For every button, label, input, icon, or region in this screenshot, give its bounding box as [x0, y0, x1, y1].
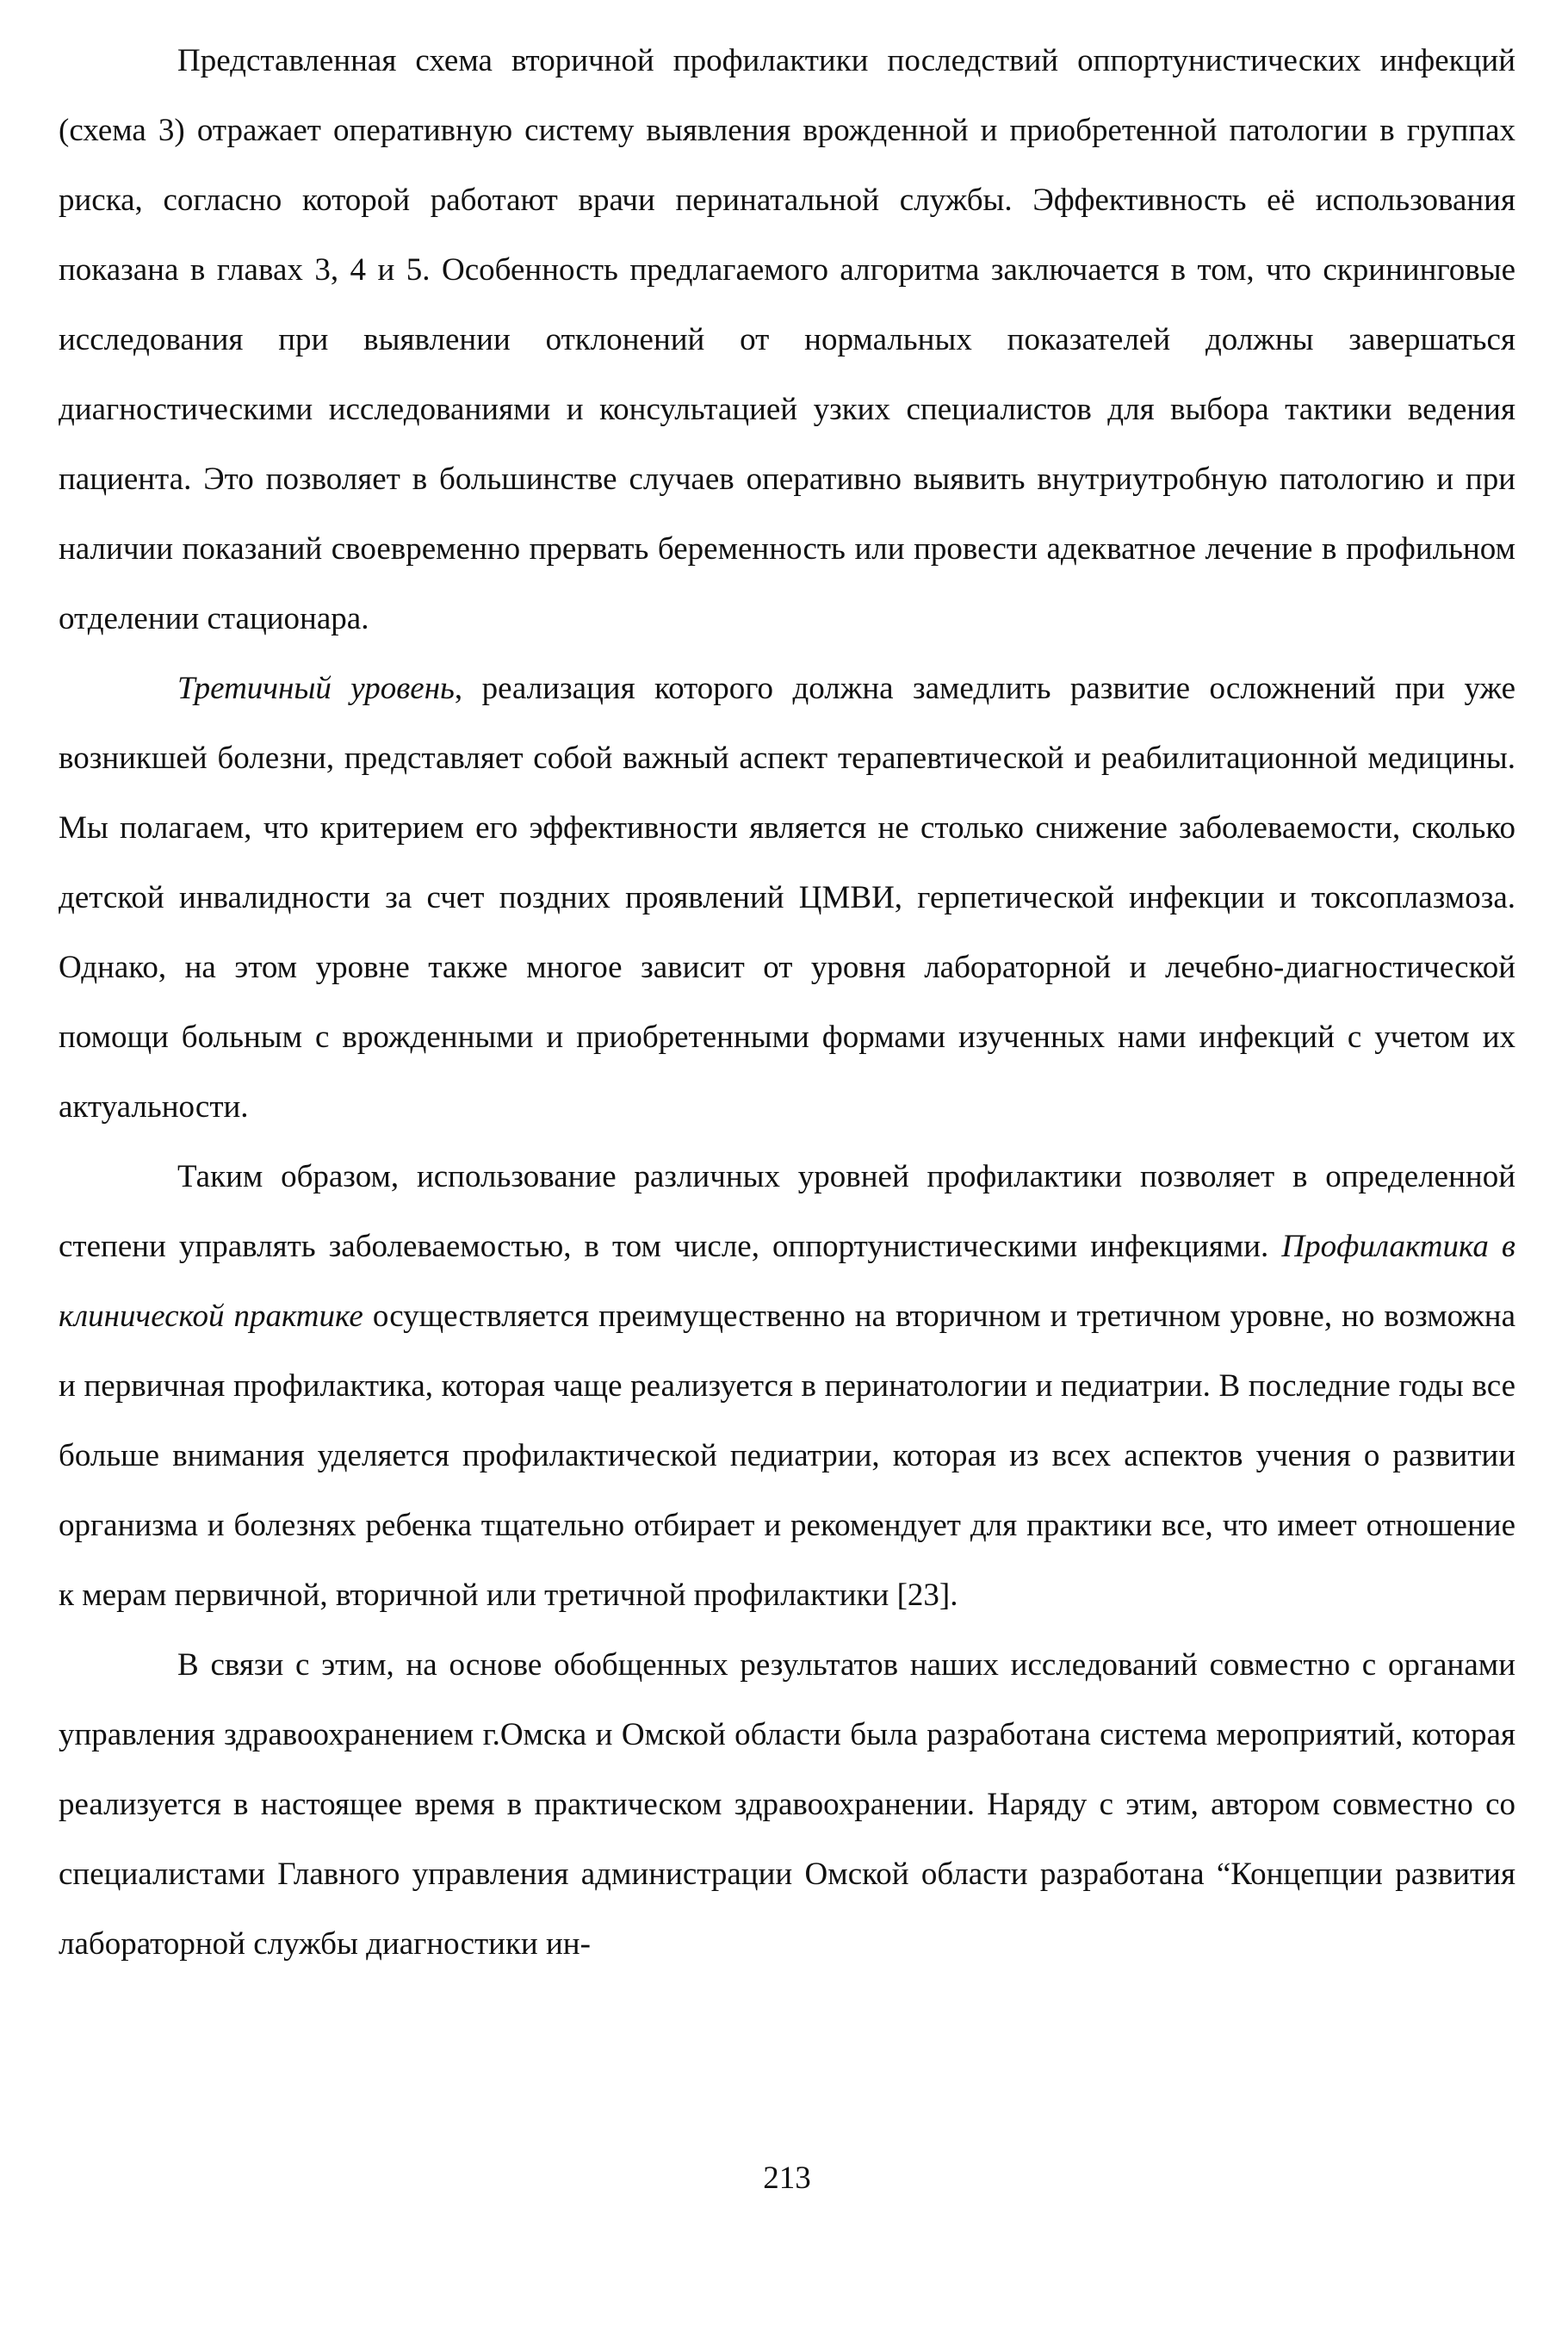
italic-term: Третичный уровень: [177, 671, 455, 706]
italic-term: Профилактика в клинической практике: [59, 1229, 1515, 1334]
paragraph-text: осуществляется преимущественно на вторичном и третичном уровне, но возможна и первичная профилактика, которая чаще реализуется в перинатологии и педиатрии. В последние годы все больше внимания уделяется профилактической педиатрии, которая из всех аспектов учения о развитии организма и болезнях ребенка тщательно отбирает и рекомендует для практики все, что имеет отношение к мерам первичной, вторичной или третичной профилактики [23].: [59, 1299, 1515, 1613]
paragraph-text: Представленная схема вторичной профилактики последствий оппортунистических инфекций (схема 3) отражает оперативную систему выявления врожденной и приобретенной патологии в группах риска, согласно которой работают врачи перинатальной службы. Эффективность её использования показана в главах 3, 4 и 5. Особенность предлагаемого алгоритма заключается в том, что скрининговые исследования при выявлении отклонений от нормальных показателей должны завершаться диагностическими исследованиями и консультацией узких специалистов для выбора тактики ведения пациента. Это позволяет в большинстве случаев оперативно выявить внутриутробную патологию и при наличии показаний своевременно прервать беременность или провести адекватное лечение в профильном отделении стационара.: [59, 43, 1515, 636]
paragraph-prevention-levels: [59, 1142, 1515, 1630]
document-page: [59, 26, 1515, 2299]
paragraph-text: В связи с этим, на основе обобщенных результатов наших исследований совместно с органами управления здравоохранением г.Омска и Омской области была разработана система мероприятий, которая реализуется в настоящее время в практическом здравоохранении. Наряду с этим, автором совместно со специалистами Главного управления администрации Омской области разработана “Концепции развития лабораторной службы диагностики ин-: [59, 1647, 1515, 1962]
paragraph-tertiary-level: [59, 654, 1515, 1142]
page-number: 213: [763, 2161, 811, 2196]
paragraph-text: , реализация которого должна замедлить развитие осложнений при уже возникшей болезни, представляет собой важный аспект терапевтической и реабилитационной медицины. Мы полагаем, что критерием его эффективности является не столько снижение заболеваемости, сколько детской инвалидности за счет поздних проявлений ЦМВИ, герпетической инфекции и токсоплазмоза. Однако, на этом уровне также многое зависит от уровня лабораторной и лечебно-диагностической помощи больным с врожденными и приобретенными формами изученных нами инфекций с учетом их актуальности.: [59, 671, 1515, 1125]
paragraph-text: Таким образом, использование различных уровней профилактики позволяет в определенной степени управлять заболеваемостью, в том числе, оппортунистическими инфекциями.: [59, 1159, 1515, 1264]
paragraph-secondary-prevention: [59, 26, 1515, 654]
paragraph-omsk-measures: [59, 1630, 1515, 1979]
